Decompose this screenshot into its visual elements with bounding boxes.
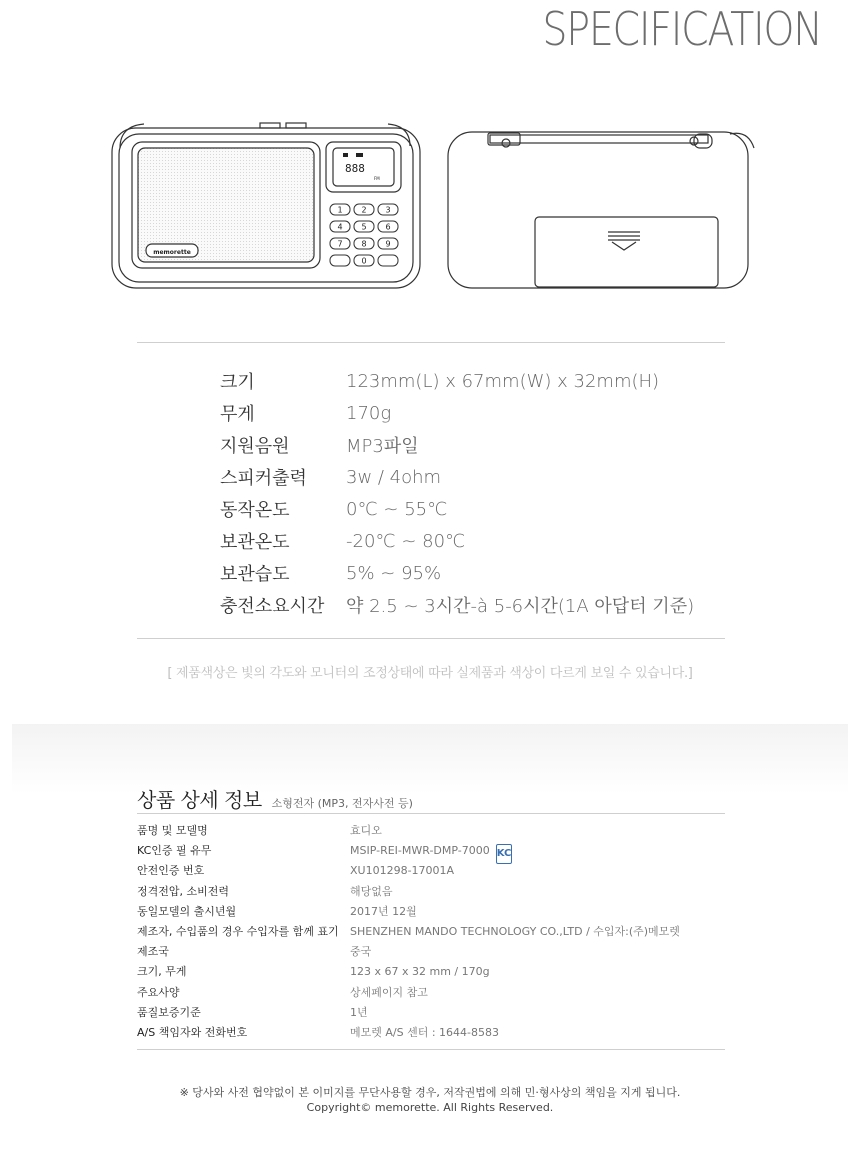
info-divider-top (137, 813, 725, 814)
spec-label: 보관온도 (220, 532, 290, 553)
spec-value: 0℃ ~ 55℃ (346, 498, 448, 520)
info-row (137, 1002, 725, 1022)
info-row (137, 982, 725, 1002)
footer (0, 1085, 860, 1115)
info-row (137, 941, 725, 961)
info-value-cell (350, 943, 371, 959)
info-row (137, 840, 725, 860)
info-value: 효디오 (350, 824, 382, 838)
keypad-label: 4 (337, 222, 343, 232)
info-value: XU101298-17001A (350, 863, 455, 877)
footer-copyright: Copyright© memorette. All Rights Reserved. (306, 1101, 554, 1114)
info-value: 123 x 67 x 32 mm / 170g (350, 964, 490, 978)
info-key: 정격전압, 소비전력 (137, 884, 230, 898)
display-label: FM (374, 176, 380, 181)
info-value-cell (350, 822, 382, 838)
footer-notice: ※ 당사와 사전 협약없이 본 이미지를 무단사용할 경우, 저작권법에 의해 민·형사상의 책임을 지게 됩니다. (179, 1086, 681, 1099)
brand-logo: memorette (153, 249, 191, 256)
keypad-label: 2 (361, 205, 367, 215)
info-table (137, 820, 725, 1042)
divider-top (137, 342, 725, 343)
info-key: 품명 및 모델명 (137, 824, 208, 838)
spec-label: 크기 (220, 372, 255, 393)
spec-value: -20℃ ~ 80℃ (346, 530, 466, 552)
info-value: 중국 (350, 945, 372, 959)
spec-value: MP3파일 (346, 436, 419, 457)
spec-value: 3w / 4ohm (346, 466, 442, 488)
info-header (137, 784, 413, 813)
spec-value: 123mm(L) x 67mm(W) x 32mm(H) (346, 370, 660, 392)
info-row (137, 921, 725, 941)
spec-row (220, 397, 694, 429)
keypad-label: 9 (385, 239, 391, 249)
kc-mark-icon: KC (496, 844, 512, 864)
info-row (137, 901, 725, 921)
info-key: 품질보증기준 (137, 1005, 201, 1019)
spec-value: 5% ~ 95% (346, 562, 442, 584)
info-key: A/S 책임자와 전화번호 (137, 1025, 248, 1039)
info-value: 메모렛 A/S 센터 : 1644-8583 (350, 1025, 499, 1039)
spec-value: 170g (346, 402, 392, 424)
info-row (137, 961, 725, 981)
info-value-cell (350, 864, 454, 877)
info-value: 상세페이지 참고 (350, 985, 428, 999)
info-value-cell (350, 965, 490, 978)
info-value-cell (350, 840, 512, 860)
info-row (137, 820, 725, 840)
spec-label: 무게 (220, 404, 255, 425)
keypad-label: 0 (361, 256, 367, 266)
info-value: 1년 (350, 1005, 368, 1019)
info-key: 제조국 (137, 945, 169, 959)
keypad-label: 7 (337, 239, 343, 249)
spec-value: 약 2.5 ~ 3시간-à 5-6시간(1A 아답터 기준) (346, 596, 695, 617)
page-title: SPECIFICATION (542, 2, 822, 56)
spec-row (220, 365, 694, 397)
spec-row (220, 429, 694, 461)
info-value-cell (350, 923, 680, 939)
mode-button (330, 255, 350, 266)
spec-label: 보관습도 (220, 564, 290, 585)
info-row (137, 881, 725, 901)
spec-label: 동작온도 (220, 500, 290, 521)
info-value-cell (350, 1004, 368, 1020)
info-value-cell (350, 883, 393, 899)
svg-text:888: 888 (345, 162, 365, 175)
info-row (137, 860, 725, 880)
info-key: 크기, 무게 (137, 965, 187, 979)
keypad-label: 3 (385, 205, 391, 215)
info-divider-bottom (137, 1049, 725, 1050)
spec-row (220, 461, 694, 493)
info-key: 주요사양 (137, 985, 180, 999)
info-value: 해당없음 (350, 884, 393, 898)
info-value-cell (350, 1024, 499, 1040)
keypad-label: 8 (361, 239, 367, 249)
info-value-cell (350, 984, 428, 1000)
color-disclaimer: [ 제품색상은 빛의 각도와 모니터의 조정상태에 따라 실제품과 색상이 다르게 보일 수 있습니다.] (167, 666, 693, 681)
info-value: SHENZHEN MANDO TECHNOLOGY CO.,LTD / 수입자:(주)메모렛 (350, 925, 680, 939)
info-title: 상품 상세 정보 (137, 788, 262, 812)
keypad-label: 1 (337, 205, 343, 215)
spec-label: 스피커출력 (220, 468, 307, 489)
keypad-label: 6 (385, 222, 391, 232)
spec-row (220, 589, 694, 621)
spec-label: 충전소요시간 (220, 596, 325, 617)
spec-row (220, 525, 694, 557)
info-value-cell (350, 903, 417, 919)
info-value: 2017년 12월 (350, 904, 417, 918)
search-button (378, 255, 398, 266)
radio-back-view (448, 132, 754, 288)
spec-row (220, 557, 694, 589)
info-row (137, 1022, 725, 1042)
divider-bottom (137, 638, 725, 639)
info-subtitle: 소형전자 (MP3, 전자사전 등) (271, 797, 413, 810)
product-illustration (110, 120, 760, 295)
info-key: 동일모델의 출시년월 (137, 904, 237, 918)
keypad-label: 5 (361, 222, 367, 232)
spec-label: 지원음원 (220, 436, 290, 457)
info-key: 안전인증 번호 (137, 864, 205, 878)
info-key: KC인증 필 유무 (137, 844, 212, 858)
info-value: MSIP-REI-MWR-DMP-7000 (350, 843, 490, 857)
keypad (330, 204, 398, 266)
info-key: 제조자, 수입품의 경우 수입자를 함께 표기 (137, 925, 339, 939)
spec-row (220, 493, 694, 525)
spec-list (220, 365, 694, 621)
